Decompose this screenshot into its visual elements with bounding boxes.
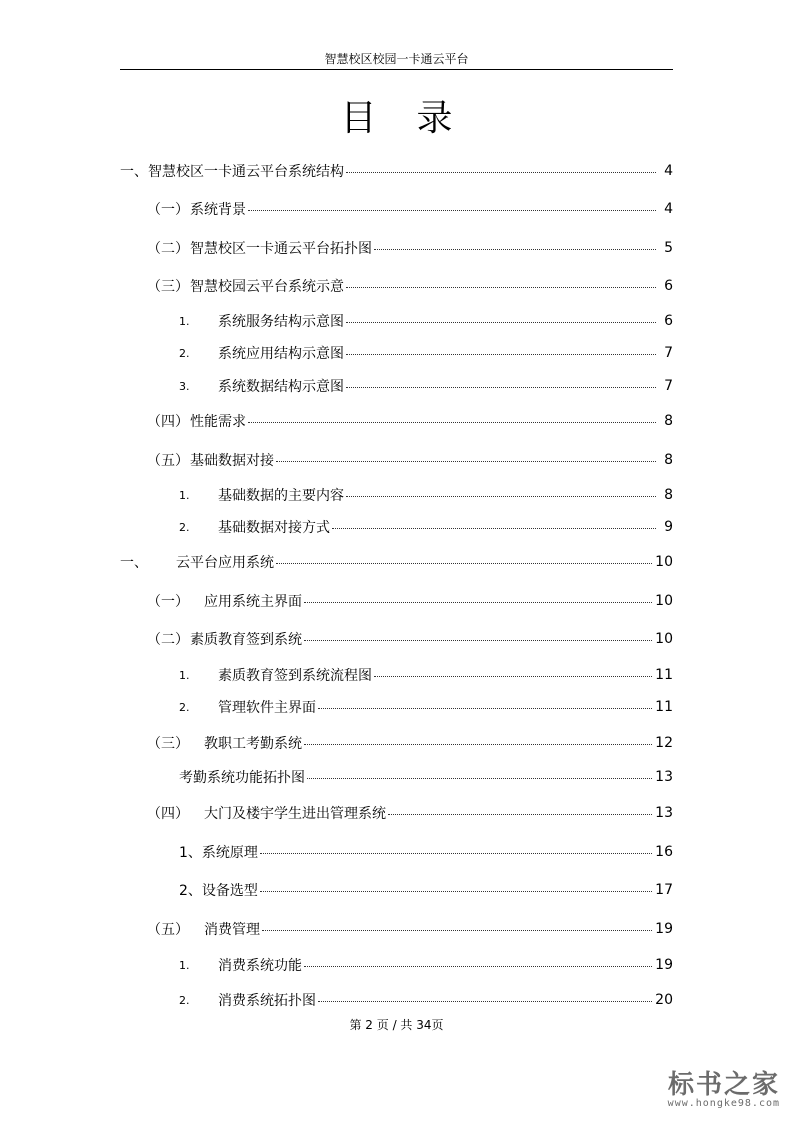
toc-entry[interactable] xyxy=(179,485,673,505)
toc-entry[interactable] xyxy=(147,629,673,649)
toc-entry-number: 2. xyxy=(179,346,190,360)
toc-entry[interactable] xyxy=(120,552,673,572)
toc-leader-dots xyxy=(304,591,652,603)
toc-entry[interactable] xyxy=(147,238,673,258)
toc-entry-number: 1. xyxy=(179,958,190,972)
toc-entry[interactable] xyxy=(179,767,673,787)
toc-leader-dots xyxy=(388,803,652,815)
toc-entry-label: 基础数据对接 xyxy=(190,453,274,469)
toc-entry-label: 素质教育签到系统 xyxy=(190,632,302,648)
toc-leader-dots xyxy=(346,485,656,497)
toc-entry-label: 智慧校区一卡通云平台拓扑图 xyxy=(190,241,372,257)
toc-entry-page: 7 xyxy=(664,345,673,361)
page-title: 目录 xyxy=(340,98,493,139)
toc-leader-dots xyxy=(307,767,652,779)
toc-entry-page: 8 xyxy=(664,487,673,503)
toc-entry-number: （五） xyxy=(147,453,189,469)
toc-entry-label: 消费系统拓扑图 xyxy=(218,993,316,1009)
toc-entry-page: 6 xyxy=(664,278,673,294)
toc-entry-page: 17 xyxy=(655,882,673,898)
toc-entry-page: 19 xyxy=(655,957,673,973)
toc-leader-dots xyxy=(332,517,656,529)
toc-entry-page: 20 xyxy=(655,992,673,1008)
toc-entry[interactable] xyxy=(179,880,673,900)
page-footer: 第 2 页 / 共 34页 xyxy=(349,1018,444,1032)
toc-entry-page: 16 xyxy=(655,844,673,860)
toc-leader-dots xyxy=(276,450,656,462)
toc-entry[interactable] xyxy=(179,517,673,537)
toc-entry-page: 11 xyxy=(655,699,673,715)
toc-entry-number: （四） xyxy=(147,414,189,430)
toc-leader-dots xyxy=(374,238,656,250)
toc-entry[interactable] xyxy=(179,343,673,363)
toc-entry-label: 消费系统功能 xyxy=(218,958,302,974)
toc-entry[interactable] xyxy=(147,803,673,823)
toc-leader-dots xyxy=(248,199,656,211)
toc-entry-label: 系统服务结构示意图 xyxy=(218,314,344,330)
toc-entry-label: 应用系统主界面 xyxy=(204,594,302,610)
toc-entry-number: （三） xyxy=(147,279,189,295)
toc-entry-number: （四） xyxy=(147,806,189,822)
toc-entry-label: 系统应用结构示意图 xyxy=(218,346,344,362)
toc-entry-number: 1. xyxy=(179,488,190,502)
toc-entry-page: 10 xyxy=(655,631,673,647)
watermark-logo xyxy=(628,1060,788,1116)
toc-leader-dots xyxy=(346,376,656,388)
toc-leader-dots xyxy=(304,955,652,967)
toc-entry-number: 1. xyxy=(179,314,190,328)
toc-entry-label: 性能需求 xyxy=(190,414,246,430)
toc-entry[interactable] xyxy=(179,842,673,862)
toc-leader-dots xyxy=(262,919,652,931)
toc-entry-page: 8 xyxy=(664,413,673,429)
toc-entry-label: 系统背景 xyxy=(190,202,246,218)
toc-leader-dots xyxy=(304,629,652,641)
toc-entry-label: 素质教育签到系统流程图 xyxy=(218,668,372,684)
toc-entry-label: 1、系统原理 xyxy=(179,845,258,861)
toc-entry[interactable] xyxy=(147,411,673,431)
toc-entry-number: 2. xyxy=(179,700,190,714)
toc-entry[interactable] xyxy=(179,311,673,331)
toc-entry-number: 3. xyxy=(179,379,190,393)
toc-leader-dots xyxy=(276,552,652,564)
toc-entry-label: 2、设备选型 xyxy=(179,883,258,899)
toc-entry-page: 6 xyxy=(664,313,673,329)
toc-entry[interactable] xyxy=(179,376,673,396)
toc-entry-page: 19 xyxy=(655,921,673,937)
toc-entry-number: 2. xyxy=(179,993,190,1007)
toc-entry-page: 13 xyxy=(655,769,673,785)
toc-entry[interactable] xyxy=(179,665,673,685)
toc-entry-label: 基础数据对接方式 xyxy=(218,520,330,536)
toc-leader-dots xyxy=(248,411,656,423)
toc-entry-label: 智慧校园云平台系统示意 xyxy=(190,279,344,295)
toc-entry-label: 教职工考勤系统 xyxy=(204,736,302,752)
toc-entry-number: （三） xyxy=(147,736,189,752)
toc-entry-number: 1. xyxy=(179,668,190,682)
toc-entry-label: 管理软件主界面 xyxy=(218,700,316,716)
toc-entry-number: 2. xyxy=(179,520,190,534)
toc-entry-page: 8 xyxy=(664,452,673,468)
toc-entry[interactable] xyxy=(147,919,673,939)
toc-leader-dots xyxy=(260,880,652,892)
toc-entry-page: 7 xyxy=(664,378,673,394)
toc-leader-dots xyxy=(374,665,652,677)
toc-entry[interactable] xyxy=(147,733,673,753)
toc-entry-page: 13 xyxy=(655,805,673,821)
running-header: 智慧校区校园一卡通云平台 xyxy=(324,52,469,66)
toc-entry-page: 12 xyxy=(655,735,673,751)
toc-entry-number: （五） xyxy=(147,922,189,938)
toc-leader-dots xyxy=(346,343,656,355)
toc-entry[interactable] xyxy=(179,697,673,717)
toc-entry-label: 基础数据的主要内容 xyxy=(218,488,344,504)
toc-leader-dots xyxy=(318,697,652,709)
toc-entry-page: 4 xyxy=(664,201,673,217)
toc-entry-label: 消费管理 xyxy=(204,922,260,938)
toc-leader-dots xyxy=(260,842,652,854)
toc-entry-number: 一、 xyxy=(120,555,148,571)
toc-entry-page: 9 xyxy=(664,519,673,535)
toc-entry-label: 考勤系统功能拓扑图 xyxy=(179,770,305,786)
toc-entry-page: 5 xyxy=(664,240,673,256)
toc-leader-dots xyxy=(318,990,652,1002)
toc-entry[interactable] xyxy=(179,955,673,975)
toc-leader-dots xyxy=(304,733,652,745)
toc-entry[interactable] xyxy=(147,199,673,219)
toc-entry-label: 系统数据结构示意图 xyxy=(218,379,344,395)
toc-entry[interactable] xyxy=(147,276,673,296)
watermark-url: www.hongke98.com xyxy=(667,1098,780,1109)
watermark-brand: 标书之家 xyxy=(667,1070,780,1100)
toc-entry[interactable] xyxy=(120,161,673,181)
toc-entry[interactable] xyxy=(147,591,673,611)
toc-entry-label: 云平台应用系统 xyxy=(176,555,274,571)
toc-entry-number: （一） xyxy=(147,202,189,218)
toc-entry-page: 4 xyxy=(664,163,673,179)
toc-entry-page: 10 xyxy=(655,593,673,609)
toc-entry-label: 大门及楼宇学生进出管理系统 xyxy=(204,806,386,822)
toc-entry-number: 一、 xyxy=(120,164,148,180)
toc-entry-number: （二） xyxy=(147,632,189,648)
toc-leader-dots xyxy=(346,161,656,173)
toc-entry-page: 10 xyxy=(655,554,673,570)
toc-entry[interactable] xyxy=(179,990,673,1010)
toc-leader-dots xyxy=(346,311,656,323)
toc-entry-label: 智慧校区一卡通云平台系统结构 xyxy=(148,164,344,180)
toc-entry[interactable] xyxy=(147,450,673,470)
toc-entry-page: 11 xyxy=(655,667,673,683)
toc-leader-dots xyxy=(346,276,656,288)
toc-entry-number: （一） xyxy=(147,594,189,610)
toc-entry-number: （二） xyxy=(147,241,189,257)
